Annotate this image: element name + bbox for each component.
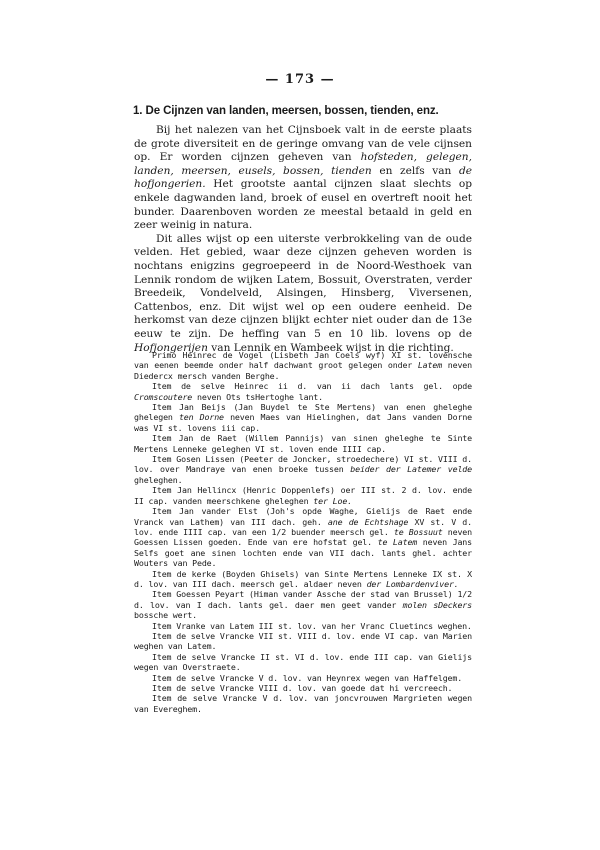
body-text xyxy=(134,124,472,355)
italic-term: ter Loe. xyxy=(313,495,353,506)
italic-term: Hofjongerijen xyxy=(134,341,208,354)
census-entry: Item Jan vander Elst (Joh's opde Waghe, Gielijs de Raet ende Vranck van Lathem) van III dach. geh. ane de Echtshage XV st. V d. lov. ende IIII cap. van een 1/2 buender meersch gel. te Bossuut neven Goessen Lissen goeden. Ende van ere hofstat gel. te Latem neven Jans Selfs goet ane sinen lochten ende van VII dach. lants ghel. achter Wouters van Pede. xyxy=(134,506,473,569)
census-entry: Item Jan Beijs (Jan Buydel te Ste Mertens) van enen gheleghe ghelegen ten Dorne neven Maes van Hielinghen, dat Jans vanden Dorne was VI st. lovens iii cap. xyxy=(134,402,473,433)
italic-term: te Latem xyxy=(377,537,418,548)
paragraph: Dit alles wijst op een uiterste verbrokkeling van de oude velden. Het gebied, waar deze cijnzen geheven worden is nochtans enigzins gegroepeerd in de Noord-Westhoek van Lennik rondom de wijken Latem, Bossuit, Overstraten, verder Breedeik, Vondelveld, Alsingen, Hinsberg, Viversenen, Cattenbos, enz. Dit wijst wel op een oudere eenheid. De herkomst van deze cijnzen blijkt echter niet ouder dan de 13e eeuw te zijn. De heffing van 5 en 10 lib. lovens op de Hofjongerijen van Lennik en Wambeek wijst in die richting. xyxy=(134,232,472,354)
italic-term: hofsteden, gelegen, landen, meersen, eusels, bossen, tienden xyxy=(134,151,472,177)
italic-term: beider der Latemer velde xyxy=(350,464,472,475)
census-entry: Primo Heinrec de Vogel (Lisbeth Jan Coels wyf) XI st. lovensche van eenen beemde onder half dachwant groot gelegen onder Latem neven Diedercx mersch vanden Berghe. xyxy=(134,350,472,381)
italic-term: molen sDeckers xyxy=(402,599,472,610)
italic-term: ten Dorne xyxy=(178,412,224,423)
census-entry: Item Jan de Raet (Willem Pannijs) van sinen gheleghe te Sinte Mertens Lenneke geleghen VI st. loven ende IIII cap. xyxy=(134,433,472,454)
page-number: — 173 — xyxy=(265,72,335,87)
italic-term: ane de Echtshage xyxy=(327,516,409,527)
italic-term: der Lombardenviver. xyxy=(366,578,459,589)
census-entry: Item de selve Heinrec ii d. van ii dach lants gel. opde Cromscoutere neven Ots tsHertoghe lant. xyxy=(134,381,472,402)
paragraph: Bij het nalezen van het Cijnsboek valt in de eerste plaats de grote diversiteit en de geringe omvang van de vele cijnsen op. Er worden cijnzen geheven van hofsteden, gelegen, landen, meersen, eusels, bossen, tienden en zelfs van de hofjongerien. Het grootste aantal cijnzen slaat slechts op enkele dagwanden land, broek of eusel en overtreft nooit het bunder. Daarenboven worden ze meestal betaald in geld en zeer weinig in natura. xyxy=(134,124,472,232)
section-heading: 1. De Cijnzen van landen, meersen, bossen, tienden, enz. xyxy=(133,105,439,117)
italic-term: Latem xyxy=(417,360,443,371)
italic-term: te Bossuut xyxy=(393,526,443,537)
census-entry: Item de selve Vrancke VIII d. lov. van goede dat hi vercreech. xyxy=(152,683,453,693)
census-entry: Item Vranke van Latem III st. lov. van her Vranc Cluetincs weghen. xyxy=(152,620,472,631)
census-entries xyxy=(134,350,472,714)
census-entry: Item Goessen Peyart (Himan vander Assche der stad van Brussel) 1/2 d. lov. van I dach. lants gel. daer men geet vander molen sDeckers bossche wert. xyxy=(134,589,472,621)
census-entry: Item de selve Vrancke V d. lov. van joncvrouwen Margrieten wegen van Evereghem. xyxy=(134,693,472,714)
census-entry: Item Gosen Lissen (Peeter de Joncker, stroedechere) VI st. VIII d. lov. over Mandraye van enen broeke tussen beider der Latemer velde gheleghen. xyxy=(134,454,472,485)
census-entry: Item Jan Hellincx (Henric Doppenlefs) oer III st. 2 d. lov. ende II cap. vanden meerschkene gheleghen ter Loe. xyxy=(134,485,472,506)
italic-term: Cromscoutere xyxy=(134,391,193,402)
italic-term: de hofjongerien. xyxy=(134,164,472,191)
census-entry: Item de selve Vrancke VII st. VIII d. lov. ende VI cap. van Marien weghen van Latem. xyxy=(134,630,472,652)
census-entry: Item de selve Vrancke V d. lov. van Heynrex wegen van Haffelgem. xyxy=(152,672,463,683)
census-entry: Item de selve Vrancke II st. VI d. lov. ende III cap. van Gielijs wegen van Overstraete. xyxy=(134,651,472,673)
census-entry: Item de kerke (Boyden Ghisels) van Sinte Mertens Lenneke IX st. X d. lov. van III dach. meersch gel. aldaer neven der Lombardenviver. xyxy=(134,568,472,589)
